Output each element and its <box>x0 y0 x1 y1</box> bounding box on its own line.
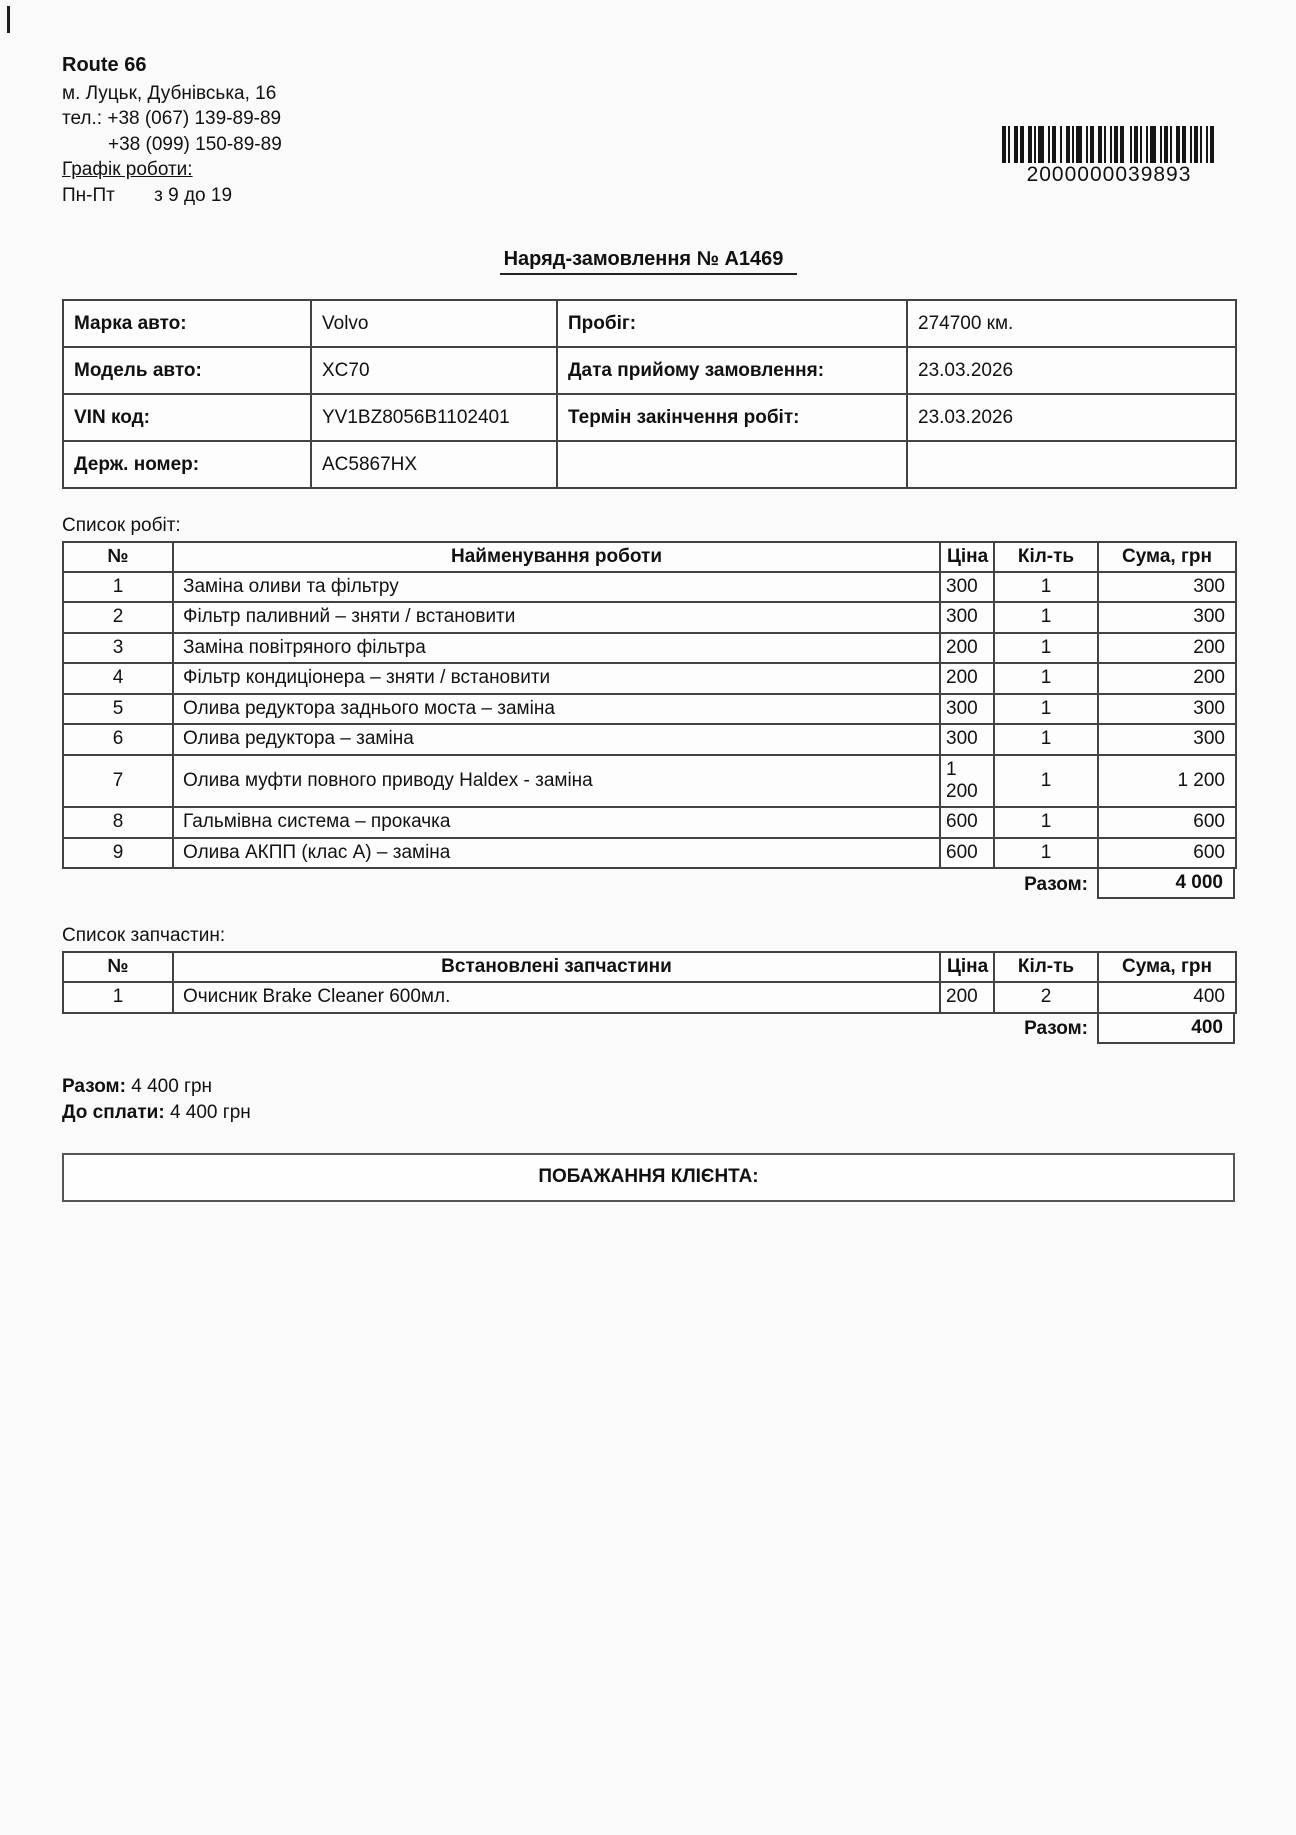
vehicle-model-label: Модель авто: <box>63 347 311 394</box>
summary-due-value: 4 400 грн <box>169 1102 251 1124</box>
table-row <box>63 441 1236 488</box>
work-qty: 1 <box>994 755 1098 808</box>
mileage-label: Пробіг: <box>557 300 907 347</box>
works-total-value: 4 000 <box>1097 867 1235 899</box>
vehicle-model-value: XC70 <box>311 347 557 394</box>
empty-cell <box>907 441 1236 488</box>
vin-value: YV1BZ8056B1102401 <box>311 394 557 441</box>
mileage-value: 274700 км. <box>907 300 1236 347</box>
company-address: м. Луцьк, Дубнівська, 16 <box>62 82 277 104</box>
table-row <box>63 982 1236 1012</box>
parts-total-value: 400 <box>1097 1012 1235 1044</box>
work-sum: 200 <box>1098 633 1236 663</box>
table-row <box>63 663 1236 693</box>
order-date-label: Дата прийому замовлення: <box>557 347 907 394</box>
table-row <box>63 724 1236 754</box>
work-price: 600 <box>940 807 994 837</box>
plate-value: AC5867HX <box>311 441 557 488</box>
work-num: 3 <box>63 633 173 663</box>
work-name: Гальмівна система – прокачка <box>173 807 940 837</box>
empty-cell <box>557 441 907 488</box>
company-name: Route 66 <box>62 54 147 76</box>
table-row <box>63 694 1236 724</box>
table-row <box>63 602 1236 632</box>
work-price: 200 <box>940 663 994 693</box>
col-header-qty: Кіл-ть <box>994 542 1098 572</box>
vehicle-brand-value: Volvo <box>311 300 557 347</box>
col-header-sum: Сума, грн <box>1098 952 1236 982</box>
works-section-label: Список робіт: <box>62 515 181 537</box>
barcode <box>1002 126 1216 187</box>
scan-edge-artifact <box>7 6 10 33</box>
part-sum: 400 <box>1098 982 1236 1012</box>
work-price: 300 <box>940 602 994 632</box>
work-sum: 300 <box>1098 572 1236 602</box>
work-name: Фільтр кондиціонера – зняти / встановити <box>173 663 940 693</box>
work-qty: 1 <box>994 694 1098 724</box>
work-qty: 1 <box>994 838 1098 868</box>
work-num: 9 <box>63 838 173 868</box>
work-qty: 1 <box>994 602 1098 632</box>
col-header-sum: Сума, грн <box>1098 542 1236 572</box>
work-num: 4 <box>63 663 173 693</box>
summary-due-label: До сплати: <box>62 1102 165 1124</box>
col-header-price: Ціна <box>940 952 994 982</box>
table-header-row <box>63 542 1236 572</box>
summary <box>62 1074 1235 1127</box>
work-sum: 300 <box>1098 602 1236 632</box>
work-num: 2 <box>63 602 173 632</box>
works-table <box>62 541 1237 869</box>
plate-label: Держ. номер: <box>63 441 311 488</box>
work-sum: 1 200 <box>1098 755 1236 808</box>
work-name: Олива редуктора заднього моста – заміна <box>173 694 940 724</box>
deadline-label: Термін закінчення робіт: <box>557 394 907 441</box>
part-price: 200 <box>940 982 994 1012</box>
work-price: 300 <box>940 724 994 754</box>
parts-total-label: Разом: <box>1024 1018 1088 1040</box>
table-row <box>63 807 1236 837</box>
table-header-row <box>63 952 1236 982</box>
company-phone-2: +38 (099) 150-89-89 <box>108 133 282 155</box>
work-name: Заміна оливи та фільтру <box>173 572 940 602</box>
summary-total-line <box>62 1074 1235 1101</box>
table-row <box>63 572 1236 602</box>
work-price: 1 200 <box>940 755 994 808</box>
parts-section-label: Список запчастин: <box>62 925 226 947</box>
work-price: 300 <box>940 694 994 724</box>
work-sum: 600 <box>1098 807 1236 837</box>
work-price: 300 <box>940 572 994 602</box>
col-header-num: № <box>63 952 173 982</box>
works-totals-row <box>62 867 1235 899</box>
work-qty: 1 <box>994 807 1098 837</box>
work-num: 1 <box>63 572 173 602</box>
table-row <box>63 633 1236 663</box>
col-header-name: Найменування роботи <box>173 542 940 572</box>
parts-totals-row <box>62 1012 1235 1044</box>
work-sum: 300 <box>1098 724 1236 754</box>
barcode-number: 2000000039893 <box>1026 163 1192 186</box>
work-num: 8 <box>63 807 173 837</box>
work-qty: 1 <box>994 572 1098 602</box>
vehicle-info-table <box>62 299 1237 489</box>
page-title: Наряд-замовлення № А1469 <box>500 248 798 275</box>
part-num: 1 <box>63 982 173 1012</box>
col-header-num: № <box>63 542 173 572</box>
client-wishes-label: ПОБАЖАННЯ КЛІЄНТА: <box>538 1165 759 1187</box>
works-total-label: Разом: <box>1024 873 1088 895</box>
work-sum: 200 <box>1098 663 1236 693</box>
col-header-price: Ціна <box>940 542 994 572</box>
table-row <box>63 755 1236 808</box>
work-num: 7 <box>63 755 173 808</box>
work-name: Олива АКПП (клас А) – заміна <box>173 838 940 868</box>
work-qty: 1 <box>994 663 1098 693</box>
summary-total-value: 4 400 грн <box>131 1075 213 1097</box>
summary-total-label: Разом: <box>62 1075 126 1097</box>
client-wishes-box <box>62 1153 1235 1202</box>
schedule-days: Пн-Пт <box>62 184 115 206</box>
work-name: Олива редуктора – заміна <box>173 724 940 754</box>
col-header-qty: Кіл-ть <box>994 952 1098 982</box>
work-price: 600 <box>940 838 994 868</box>
company-phone-1: тел.: +38 (067) 139-89-89 <box>62 108 282 130</box>
vin-label: VIN код: <box>63 394 311 441</box>
table-row <box>63 838 1236 868</box>
work-name: Заміна повітряного фільтра <box>173 633 940 663</box>
schedule-hours: з 9 до 19 <box>154 184 233 206</box>
work-qty: 1 <box>994 724 1098 754</box>
barcode-icon <box>1002 126 1216 163</box>
table-row <box>63 394 1236 441</box>
work-num: 6 <box>63 724 173 754</box>
summary-due-line <box>62 1100 1235 1127</box>
deadline-value: 23.03.2026 <box>907 394 1236 441</box>
work-sum: 300 <box>1098 694 1236 724</box>
vehicle-brand-label: Марка авто: <box>63 300 311 347</box>
parts-table <box>62 951 1237 1013</box>
table-row <box>63 347 1236 394</box>
part-name: Очисник Brake Cleaner 600мл. <box>173 982 940 1012</box>
order-date-value: 23.03.2026 <box>907 347 1236 394</box>
work-price: 200 <box>940 633 994 663</box>
schedule-label: Графік роботи: <box>62 159 193 181</box>
work-name: Олива муфти повного приводу Haldex - заміна <box>173 755 940 808</box>
work-qty: 1 <box>994 633 1098 663</box>
col-header-name: Встановлені запчастини <box>173 952 940 982</box>
work-num: 5 <box>63 694 173 724</box>
part-qty: 2 <box>994 982 1098 1012</box>
work-name: Фільтр паливний – зняти / встановити <box>173 602 940 632</box>
work-sum: 600 <box>1098 838 1236 868</box>
table-row <box>63 300 1236 347</box>
